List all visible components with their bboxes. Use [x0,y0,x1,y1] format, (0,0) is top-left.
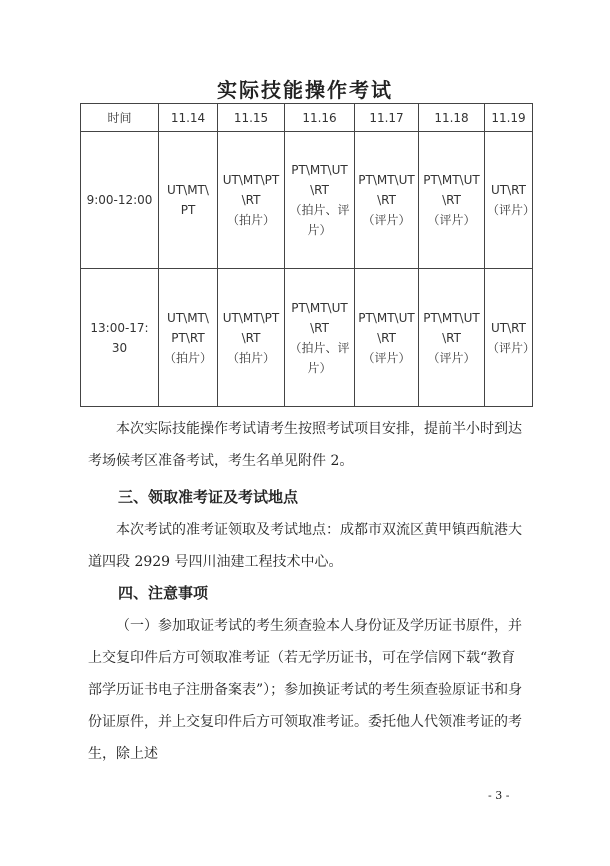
subject-text: UT\MT\ PT\RT （拍片） [163,310,212,365]
subject-cell [285,269,355,407]
time-cell [81,269,159,407]
date-header: 11.15 [218,104,285,132]
subject-text: PT\MT\UT \RT （拍片、评 片） [289,163,350,237]
subject-cell [419,269,485,407]
exam-schedule-table [80,103,536,407]
section-heading-4: 四、注意事项 [118,584,209,602]
subject-text: UT\MT\PT \RT （拍片） [222,310,280,365]
subject-cell [218,132,285,269]
subject-text: PT\MT\UT \RT （评片） [358,310,415,365]
subject-cell [485,132,536,269]
subject-cell [485,269,536,407]
date-header: 11.14 [159,104,218,132]
subject-text: UT\RT （评片） [487,183,536,217]
subject-cell [419,132,485,269]
time-text: 9:00-12:00 [86,193,153,207]
table-header-row [81,104,533,132]
section-heading-3: 三、领取准考证及考试地点 [118,488,299,506]
table-title: 实际技能操作考试 [217,78,393,102]
subject-cell [355,132,419,269]
paragraph-notes-1: （一）参加取证考试的考生须查验本人身份证及学历证书原件，并上交复印件后方可领取准考证（若无学历证书，可在学信网下载“教育部学历证书电子注册备案表”）；参加换证考试的考生须查验原证书和身份证原件，并上交复印件后方可领取准考证。委托他人代领准考证的考生，除上述 [88,618,523,762]
date-header: 11.18 [419,104,485,132]
subject-cell [159,269,218,407]
subject-cell [159,132,218,269]
subject-text: PT\MT\UT \RT （评片） [423,173,480,227]
subject-text: PT\MT\UT \RT （评片） [423,310,480,365]
subject-text: PT\MT\UT \RT （评片） [358,173,415,227]
time-header: 时间 [81,104,159,132]
paragraph-exam-location: 本次考试的准考证领取及考试地点：成都市双流区黄甲镇西航港大道四段 2929 号四川油建工程技术中心。 [88,522,522,570]
time-text: 13:00-17: 30 [90,320,149,355]
subject-text: PT\MT\UT \RT （拍片、评 片） [289,300,350,375]
time-cell [81,132,159,269]
subject-text: UT\RT （评片） [487,320,536,355]
page-number: - 3 - [488,789,510,802]
subject-cell [355,269,419,407]
table-row [81,269,533,407]
date-header: 11.16 [285,104,355,132]
table-row [81,132,533,269]
subject-text: UT\MT\ PT [167,183,209,217]
paragraph-exam-arrangement: 本次实际技能操作考试请考生按照考试项目安排，提前半小时到达考场候考区准备考试，考生名单见附件 2。 [88,421,522,469]
subject-text: UT\MT\PT \RT （拍片） [222,173,280,227]
subject-cell [285,132,355,269]
subject-cell [218,269,285,407]
date-header: 11.19 [485,104,533,132]
date-header: 11.17 [355,104,419,132]
